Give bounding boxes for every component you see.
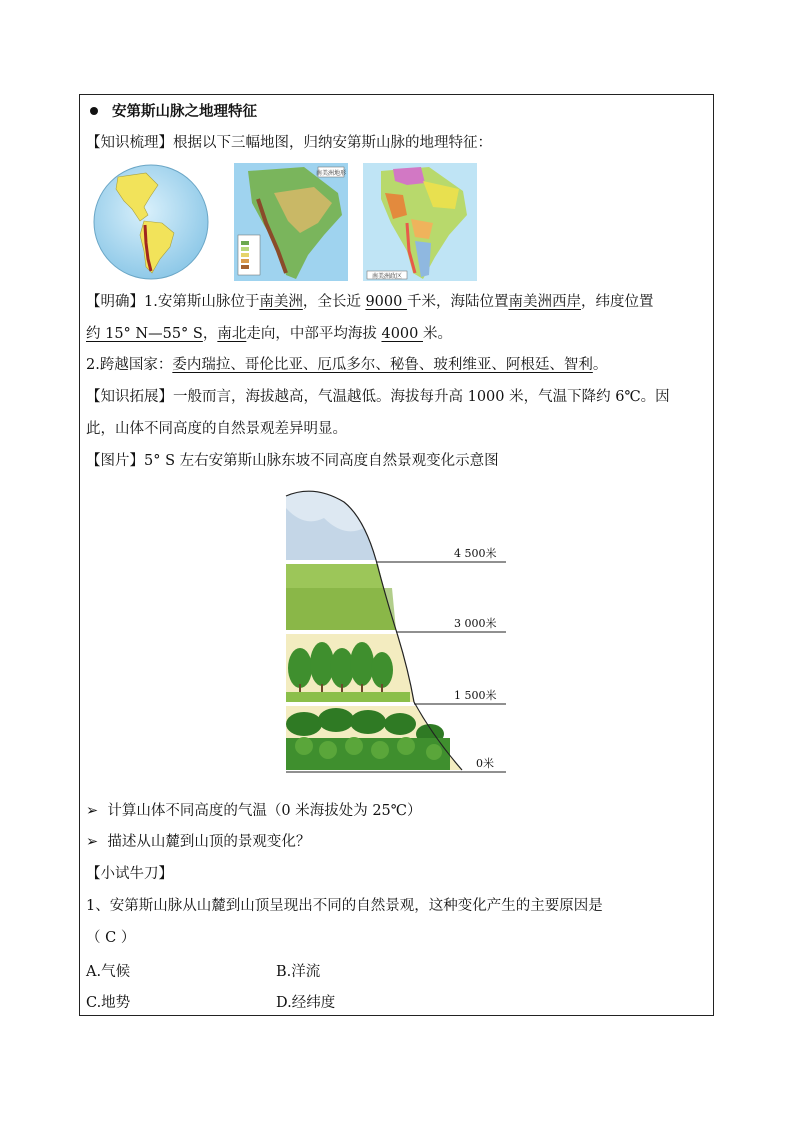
option-c: C.地势 [86,995,131,1011]
terrain-map [234,163,348,281]
clarify-line-1: 【明确】1.安第斯山脉位于南美洲，全长近 9000 千米，海陆位置南美洲西岸，纬度位置 [86,294,654,310]
altitude-label-1500: 1 500米 [454,689,497,702]
extension-line-2: 此，山体不同高度的自然景观差异明显。 [86,421,347,437]
option-b: B.洋流 [276,964,321,980]
arrow-bullet-icon: ➢ [86,834,99,850]
terrain-map-label: 南美洲地形 [315,170,347,177]
altitude-zones-figure [284,488,514,778]
picture-caption: 【图片】5° S 左右安第斯山脉东坡不同高度自然景观变化示意图 [86,453,499,469]
altitude-label-4500: 4 500米 [454,547,497,560]
task-2: ➢ 描述从山麓到山顶的景观变化？ [86,834,311,850]
extension-line-1: 【知识拓展】一般而言，海拔越高，气温越低。海拔每升高 1000 米，气温下降约 6℃。因 [86,389,670,405]
option-a: A.气候 [86,964,131,980]
political-map-label: 南美洲政区 [371,273,403,280]
quiz-tag: 【小试牛刀】 [86,866,173,882]
clarify-line-2: 约 15° N—55° S，南北走向，中部平均海拔 4000 米。 [86,326,452,342]
bullet-icon [90,107,98,115]
altitude-label-3000: 3 000米 [454,617,497,630]
globe-map [88,163,214,281]
knowledge-line: 【知识梳理】根据以下三幅地图，归纳安第斯山脉的地理特征： [86,135,492,151]
altitude-label-0: 0米 [476,757,494,770]
section-heading: 安第斯山脉之地理特征 [86,102,257,122]
political-map [363,163,477,281]
arrow-bullet-icon: ➢ [86,803,99,819]
option-d: D.经纬度 [276,995,336,1011]
quiz-question: 1、安第斯山脉从山麓到山顶呈现出不同的自然景观，这种变化产生的主要原因是 [86,898,603,914]
task-1: ➢ 计算山体不同高度的气温（0 米海拔处为 25℃） [86,803,422,819]
quiz-answer: （ C ） [86,930,136,946]
clarify-line-3: 2.跨越国家：委内瑞拉、哥伦比亚、厄瓜多尔、秘鲁、玻利维亚、阿根廷、智利。 [86,357,608,373]
